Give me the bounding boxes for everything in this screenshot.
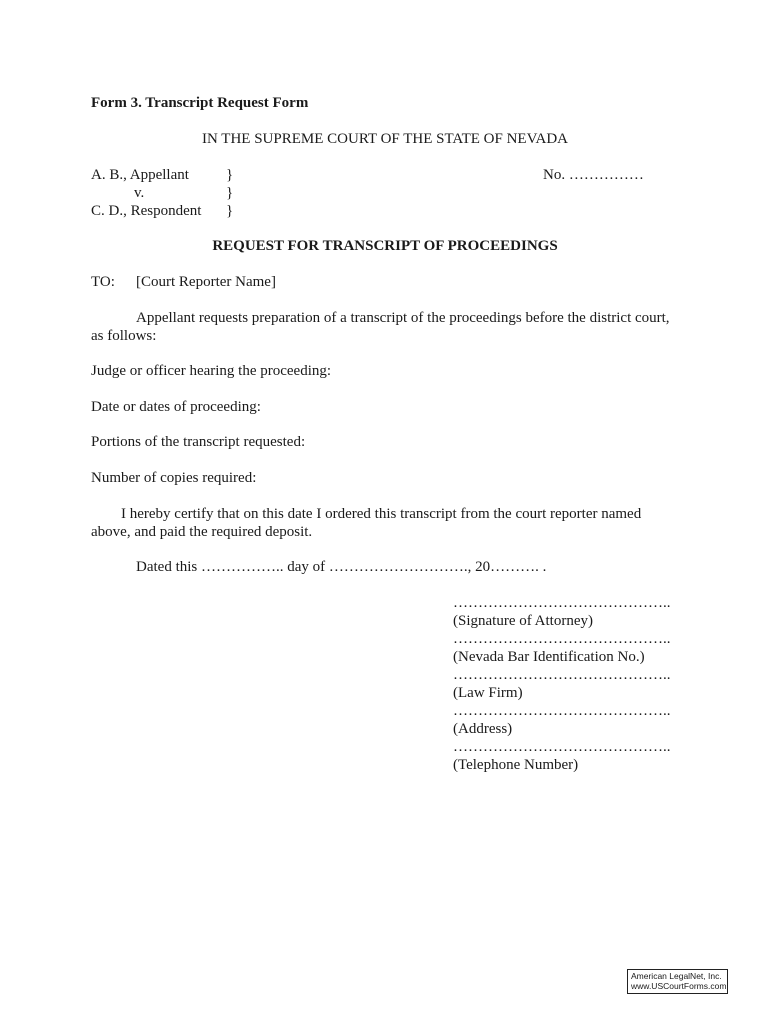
- law-firm-label: (Law Firm): [453, 685, 523, 701]
- portions-field: Portions of the transcript requested:: [91, 434, 306, 450]
- bar-id-label: (Nevada Bar Identification No.): [453, 649, 645, 665]
- caption-brace: }: [226, 203, 234, 219]
- request-heading: REQUEST FOR TRANSCRIPT OF PROCEEDINGS: [212, 238, 558, 254]
- publisher-url[interactable]: www.USCourtForms.com: [631, 981, 727, 991]
- appellant-label: A. B., Appellant: [91, 167, 189, 183]
- case-number: No. ……………: [543, 167, 644, 183]
- dates-field: Date or dates of proceeding:: [91, 399, 261, 415]
- copies-field: Number of copies required:: [91, 470, 257, 486]
- signature-line: ……………………………………..: [453, 667, 671, 683]
- address-label: (Address): [453, 721, 513, 737]
- caption-brace: }: [226, 167, 234, 183]
- signature-line: ……………………………………..: [453, 631, 671, 647]
- court-name: IN THE SUPREME COURT OF THE STATE OF NEVADA: [202, 131, 568, 147]
- signature-line: ……………………………………..: [453, 703, 671, 719]
- telephone-label: (Telephone Number): [453, 757, 579, 773]
- judge-field: Judge or officer hearing the proceeding:: [91, 363, 332, 379]
- publisher-footer: [627, 969, 728, 994]
- respondent-label: C. D., Respondent: [91, 203, 202, 219]
- publisher-name: American LegalNet, Inc.: [631, 971, 722, 981]
- form-title: Form 3. Transcript Request Form: [91, 95, 309, 111]
- signature-line: ……………………………………..: [453, 739, 671, 755]
- to-label: TO:: [91, 274, 115, 290]
- court-reporter-name: [Court Reporter Name]: [136, 274, 276, 290]
- certification-paragraph: I hereby certify that on this date I ordered this transcript from the court reporter named above, and paid the required deposit.: [91, 506, 642, 540]
- signature-line: ……………………………………..: [453, 595, 671, 611]
- caption-brace: }: [226, 185, 234, 201]
- intro-paragraph: Appellant requests preparation of a transcript of the proceedings before the district court, as follows:: [91, 310, 670, 344]
- dated-line: Dated this …………….. day of ………………………., 20………. .: [136, 559, 547, 575]
- versus-label: v.: [134, 185, 145, 201]
- signature-label: (Signature of Attorney): [453, 613, 593, 629]
